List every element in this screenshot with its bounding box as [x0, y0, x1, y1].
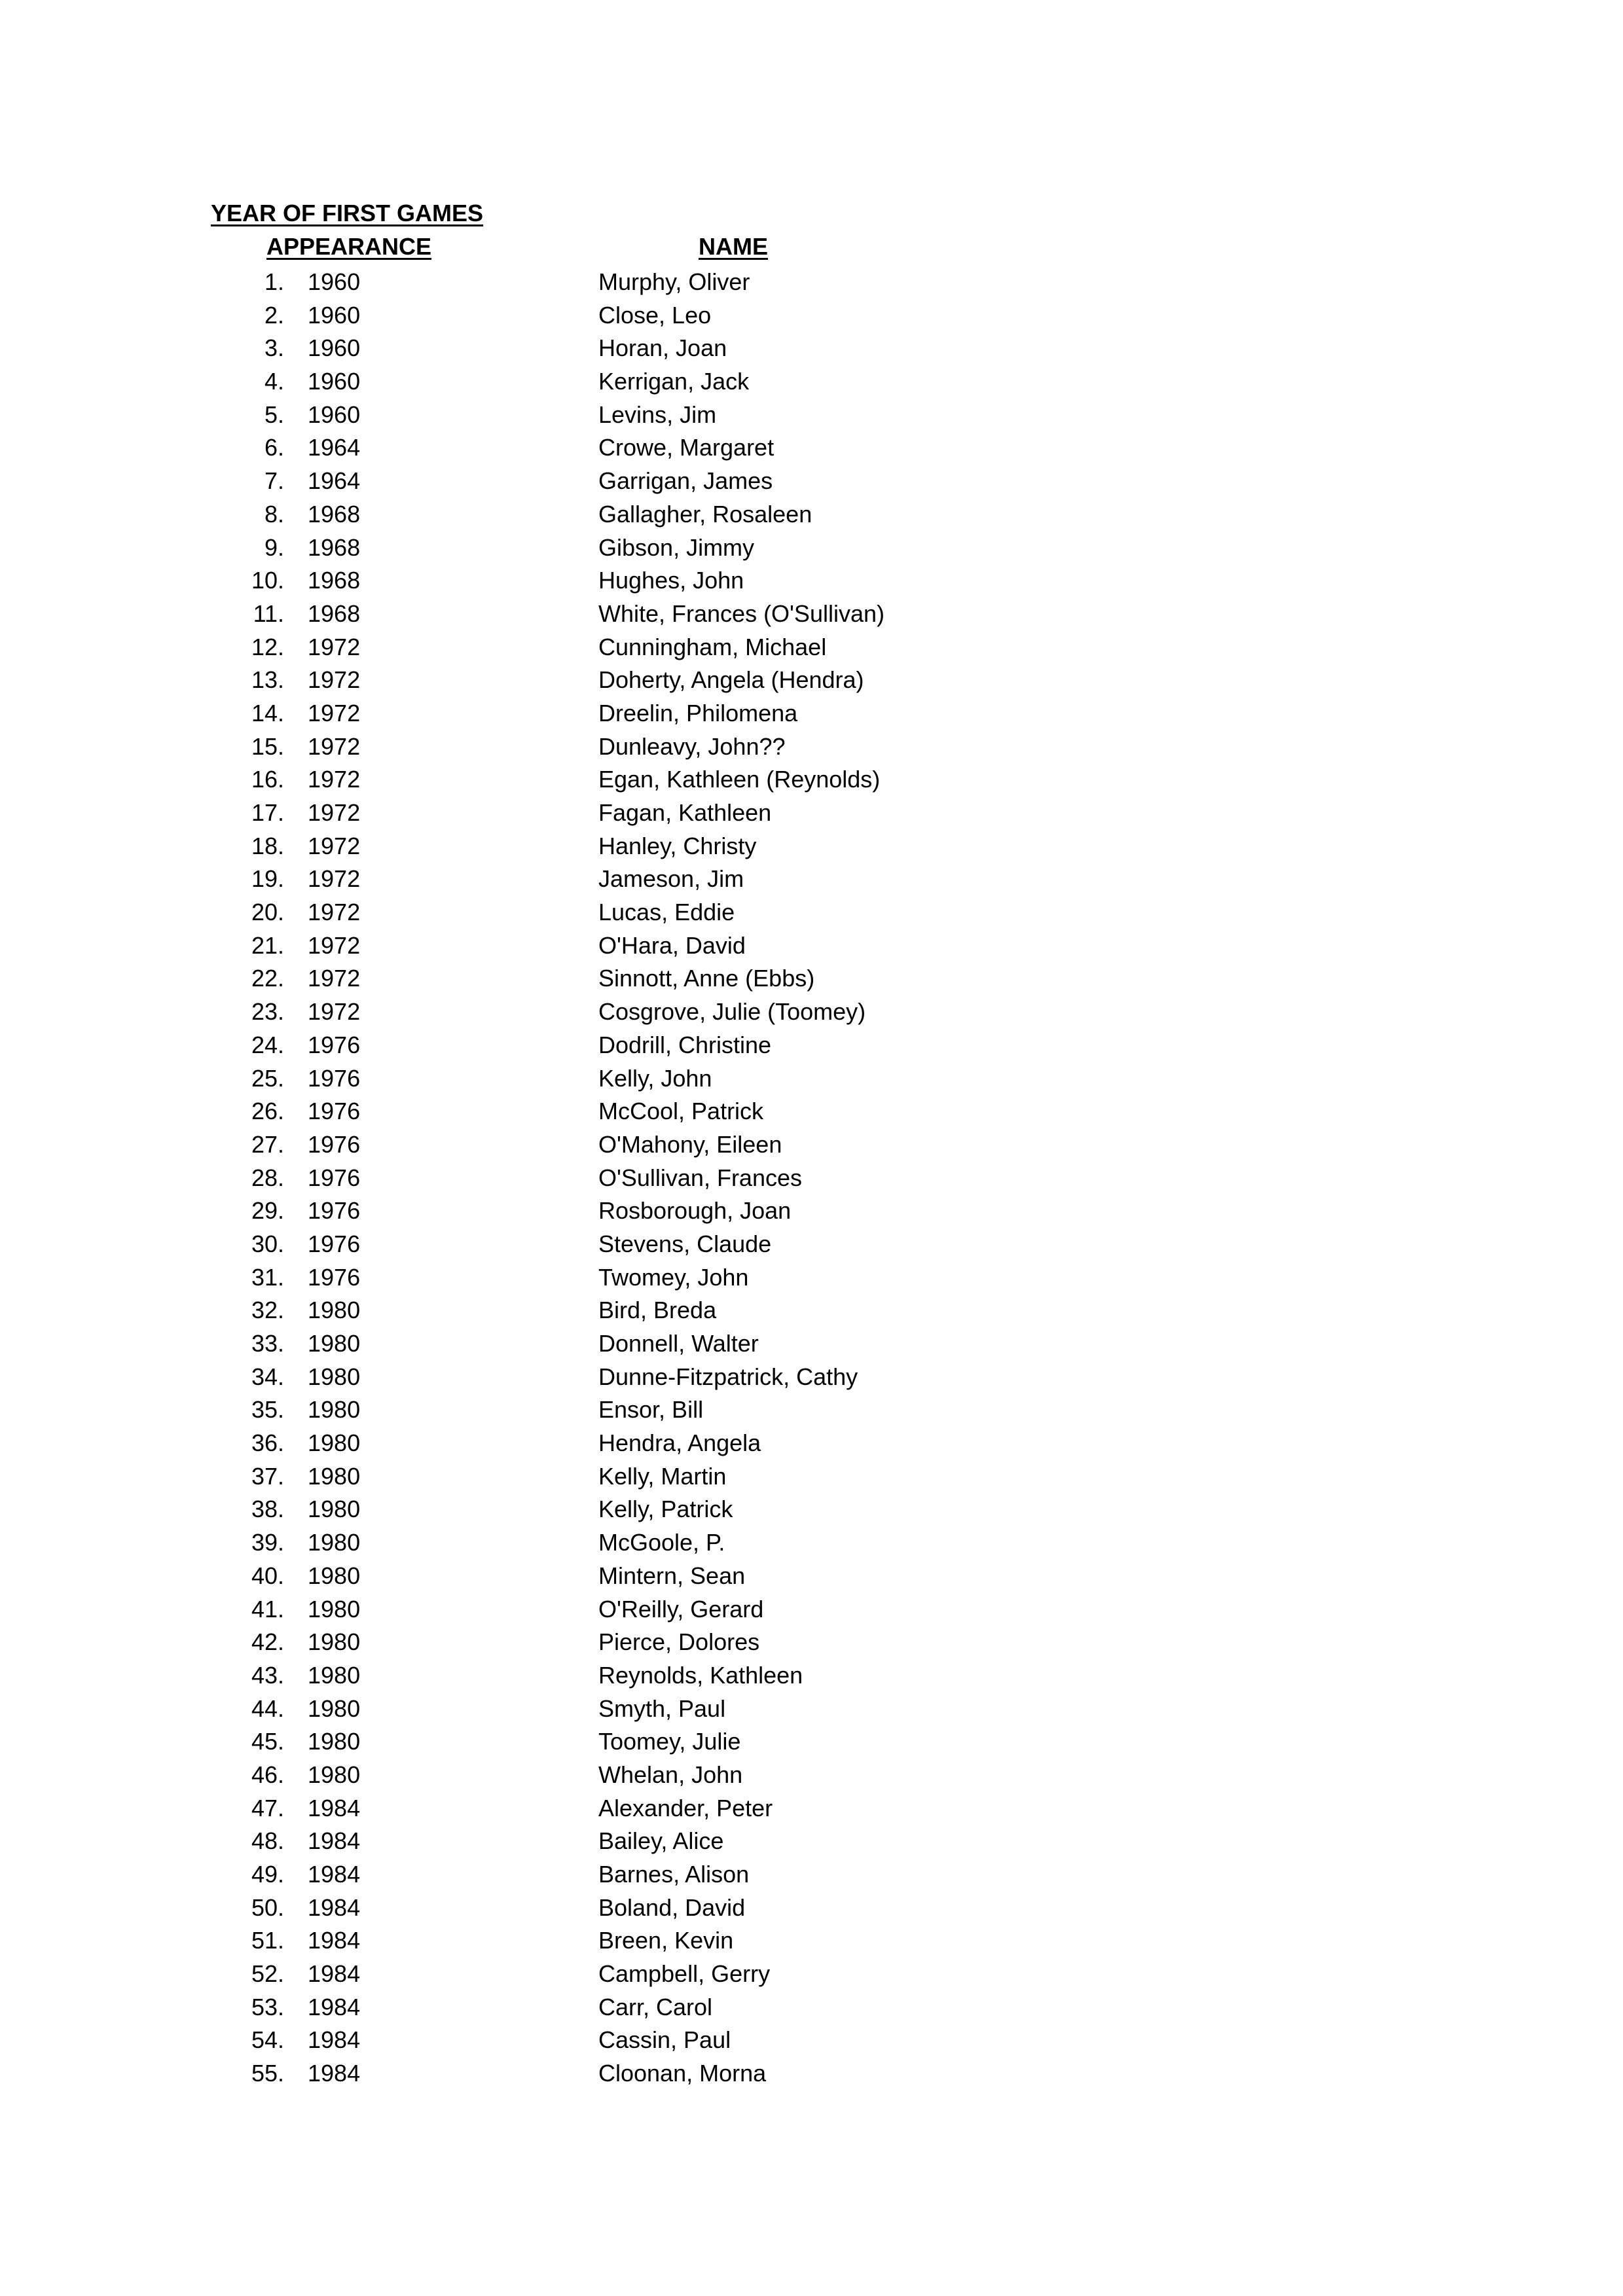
entry-number: 26. — [251, 1098, 284, 1125]
entry-number: 12. — [251, 633, 284, 660]
entry-name: Cunningham, Michael — [598, 633, 827, 660]
column-header-year-line1: YEAR OF FIRST GAMES — [211, 200, 484, 226]
list-item — [0, 1361, 1623, 1394]
entry-number: 27. — [251, 1130, 284, 1158]
entry-name: White, Frances (O'Sullivan) — [598, 600, 884, 627]
entry-number: 25. — [251, 1064, 284, 1092]
entry-year: 1960 — [308, 334, 361, 362]
list-item — [0, 1128, 1623, 1162]
entry-name: Boland, David — [598, 1893, 746, 1921]
list-item — [0, 1228, 1623, 1261]
entry-year: 1976 — [308, 1263, 361, 1291]
list-item — [0, 1593, 1623, 1626]
entry-year: 1972 — [308, 699, 361, 726]
entry-number: 15. — [251, 732, 284, 760]
list-item — [0, 664, 1623, 697]
list-item — [0, 830, 1623, 863]
list-item — [0, 266, 1623, 299]
entry-year: 1980 — [308, 1363, 361, 1390]
list-item — [0, 465, 1623, 498]
entry-name: Jameson, Jim — [598, 865, 744, 893]
column-header-name: NAME — [699, 233, 768, 260]
entry-year: 1972 — [308, 633, 361, 660]
entry-number: 52. — [251, 1960, 284, 1988]
entry-year: 1968 — [308, 567, 361, 594]
entry-name: Breen, Kevin — [598, 1927, 734, 1954]
entry-name: Kerrigan, Jack — [598, 368, 750, 395]
entry-year: 1972 — [308, 732, 361, 760]
entry-year: 1972 — [308, 931, 361, 959]
entry-number: 55. — [251, 2060, 284, 2087]
list-item — [0, 1659, 1623, 1693]
entry-year: 1984 — [308, 2026, 361, 2054]
entry-year: 1980 — [308, 1462, 361, 1490]
entry-name: Dodrill, Christine — [598, 1031, 772, 1058]
list-item — [0, 1162, 1623, 1195]
list-item — [0, 1194, 1623, 1228]
entry-name: Barnes, Alison — [598, 1861, 750, 1888]
entry-year: 1980 — [308, 1728, 361, 1755]
entry-name: Alexander, Peter — [598, 1794, 773, 1821]
entry-number: 42. — [251, 1628, 284, 1656]
entry-number: 43. — [251, 1661, 284, 1689]
entry-number: 31. — [251, 1263, 284, 1291]
list-item — [0, 1792, 1623, 1825]
entry-name: Egan, Kathleen (Reynolds) — [598, 766, 881, 793]
entry-number: 11. — [253, 600, 284, 627]
entry-year: 1976 — [308, 1164, 361, 1191]
entry-number: 18. — [251, 832, 284, 859]
list-item — [0, 929, 1623, 963]
entry-name: Dunne-Fitzpatrick, Cathy — [598, 1363, 858, 1390]
list-item — [0, 1427, 1623, 1460]
entry-number: 23. — [251, 998, 284, 1026]
entry-year: 1960 — [308, 301, 361, 329]
entry-year: 1972 — [308, 965, 361, 992]
entry-year: 1972 — [308, 666, 361, 694]
entry-year: 1960 — [308, 401, 361, 428]
entry-name: Hanley, Christy — [598, 832, 757, 859]
entry-number: 3. — [264, 334, 284, 362]
entry-number: 2. — [264, 301, 284, 329]
entry-number: 40. — [251, 1562, 284, 1589]
entry-number: 14. — [251, 699, 284, 726]
entry-name: McCool, Patrick — [598, 1098, 764, 1125]
entry-year: 1976 — [308, 1230, 361, 1257]
entry-name: Ensor, Bill — [598, 1396, 704, 1424]
entry-name: O'Hara, David — [598, 931, 746, 959]
entry-number: 45. — [251, 1728, 284, 1755]
list-item — [0, 730, 1623, 764]
entry-year: 1972 — [308, 899, 361, 926]
entry-name: Kelly, John — [598, 1064, 712, 1092]
entry-year: 1984 — [308, 1827, 361, 1855]
entry-year: 1976 — [308, 1130, 361, 1158]
entry-number: 39. — [251, 1529, 284, 1556]
entries-list — [0, 266, 1623, 2090]
entry-number: 50. — [251, 1893, 284, 1921]
entry-year: 1976 — [308, 1197, 361, 1225]
entry-year: 1972 — [308, 832, 361, 859]
entry-name: Fagan, Kathleen — [598, 799, 772, 826]
entry-number: 51. — [251, 1927, 284, 1954]
entry-year: 1980 — [308, 1297, 361, 1324]
list-item — [0, 598, 1623, 631]
entry-name: Stevens, Claude — [598, 1230, 772, 1257]
entry-year: 1964 — [308, 467, 361, 495]
list-item — [0, 365, 1623, 399]
entry-name: O'Reilly, Gerard — [598, 1595, 764, 1623]
list-item — [0, 697, 1623, 730]
entry-year: 1980 — [308, 1429, 361, 1457]
entry-name: Close, Leo — [598, 301, 712, 329]
entry-number: 44. — [251, 1695, 284, 1722]
list-item — [0, 498, 1623, 531]
list-item — [0, 1958, 1623, 1991]
entry-number: 24. — [251, 1031, 284, 1058]
entry-name: Gibson, Jimmy — [598, 533, 755, 561]
entry-name: Lucas, Eddie — [598, 899, 735, 926]
entry-number: 21. — [251, 931, 284, 959]
list-item — [0, 431, 1623, 465]
entry-year: 1984 — [308, 1861, 361, 1888]
entry-name: Carr, Carol — [598, 1993, 713, 2020]
list-item — [0, 564, 1623, 598]
entry-year: 1972 — [308, 799, 361, 826]
list-item — [0, 1924, 1623, 1958]
entry-name: McGoole, P. — [598, 1529, 725, 1556]
entry-name: Dunleavy, John?? — [598, 732, 786, 760]
list-item — [0, 1725, 1623, 1759]
list-item — [0, 896, 1623, 929]
entry-year: 1972 — [308, 998, 361, 1026]
entry-name: Mintern, Sean — [598, 1562, 746, 1589]
entry-name: Garrigan, James — [598, 467, 773, 495]
entry-number: 38. — [251, 1496, 284, 1523]
entry-year: 1964 — [308, 434, 361, 461]
list-item — [0, 631, 1623, 664]
entry-year: 1976 — [308, 1064, 361, 1092]
list-item — [0, 1526, 1623, 1560]
list-item — [0, 1825, 1623, 1858]
entry-number: 37. — [251, 1462, 284, 1490]
list-item — [0, 763, 1623, 797]
entry-year: 1980 — [308, 1562, 361, 1589]
list-item — [0, 1327, 1623, 1361]
entry-year: 1980 — [308, 1695, 361, 1722]
column-header-year-line2: APPEARANCE — [266, 233, 432, 260]
entry-number: 34. — [251, 1363, 284, 1390]
entry-number: 29. — [251, 1197, 284, 1225]
entry-year: 1972 — [308, 766, 361, 793]
entry-year: 1972 — [308, 865, 361, 893]
list-item — [0, 1858, 1623, 1892]
list-item — [0, 332, 1623, 365]
entry-name: Hughes, John — [598, 567, 744, 594]
entry-name: Smyth, Paul — [598, 1695, 726, 1722]
entry-name: Sinnott, Anne (Ebbs) — [598, 965, 815, 992]
entry-number: 49. — [251, 1861, 284, 1888]
list-item — [0, 1991, 1623, 2024]
list-item — [0, 1460, 1623, 1494]
entry-name: Campbell, Gerry — [598, 1960, 771, 1988]
entry-name: Reynolds, Kathleen — [598, 1661, 803, 1689]
entry-number: 17. — [251, 799, 284, 826]
entry-name: Murphy, Oliver — [598, 268, 750, 295]
entry-year: 1980 — [308, 1628, 361, 1656]
entry-name: Dreelin, Philomena — [598, 699, 798, 726]
entry-year: 1980 — [308, 1529, 361, 1556]
entry-name: Cosgrove, Julie (Toomey) — [598, 998, 866, 1026]
entry-year: 1984 — [308, 1993, 361, 2020]
list-item — [0, 797, 1623, 830]
entry-name: Bailey, Alice — [598, 1827, 724, 1855]
list-item — [0, 399, 1623, 432]
entry-number: 10. — [251, 567, 284, 594]
entry-number: 48. — [251, 1827, 284, 1855]
entry-number: 4. — [264, 368, 284, 395]
entry-name: Horan, Joan — [598, 334, 727, 362]
list-item — [0, 1693, 1623, 1726]
list-item — [0, 996, 1623, 1029]
entry-name: O'Mahony, Eileen — [598, 1130, 782, 1158]
entry-year: 1984 — [308, 1927, 361, 1954]
entry-name: Levins, Jim — [598, 401, 717, 428]
entry-year: 1976 — [308, 1098, 361, 1125]
entry-name: O'Sullivan, Frances — [598, 1164, 802, 1191]
entry-number: 35. — [251, 1396, 284, 1424]
entry-number: 28. — [251, 1164, 284, 1191]
entry-name: Cassin, Paul — [598, 2026, 731, 2054]
entry-year: 1960 — [308, 268, 361, 295]
entry-year: 1960 — [308, 368, 361, 395]
entry-number: 46. — [251, 1761, 284, 1788]
entry-year: 1980 — [308, 1496, 361, 1523]
entry-name: Kelly, Patrick — [598, 1496, 733, 1523]
list-item — [0, 1294, 1623, 1327]
entry-number: 7. — [264, 467, 284, 495]
entry-name: Donnell, Walter — [598, 1330, 759, 1357]
entry-number: 36. — [251, 1429, 284, 1457]
entry-number: 22. — [251, 965, 284, 992]
entry-year: 1980 — [308, 1595, 361, 1623]
list-item — [0, 299, 1623, 332]
list-item — [0, 962, 1623, 996]
entry-year: 1984 — [308, 1893, 361, 1921]
entry-year: 1968 — [308, 600, 361, 627]
entry-number: 19. — [251, 865, 284, 893]
list-item — [0, 1393, 1623, 1427]
entry-number: 6. — [264, 434, 284, 461]
entry-name: Twomey, John — [598, 1263, 749, 1291]
entry-number: 47. — [251, 1794, 284, 1821]
entry-name: Doherty, Angela (Hendra) — [598, 666, 864, 694]
list-item — [0, 1493, 1623, 1526]
entry-number: 20. — [251, 899, 284, 926]
list-item — [0, 1759, 1623, 1792]
list-item — [0, 1892, 1623, 1925]
list-item — [0, 1560, 1623, 1593]
entry-number: 33. — [251, 1330, 284, 1357]
entry-year: 1980 — [308, 1330, 361, 1357]
entry-number: 30. — [251, 1230, 284, 1257]
entry-number: 16. — [251, 766, 284, 793]
entry-name: Rosborough, Joan — [598, 1197, 792, 1225]
entry-year: 1968 — [308, 500, 361, 528]
entry-number: 8. — [264, 500, 284, 528]
entry-number: 13. — [251, 666, 284, 694]
entry-name: Toomey, Julie — [598, 1728, 741, 1755]
entry-name: Gallagher, Rosaleen — [598, 500, 812, 528]
list-item — [0, 1029, 1623, 1062]
entry-year: 1980 — [308, 1396, 361, 1424]
list-item — [0, 863, 1623, 896]
entry-year: 1980 — [308, 1761, 361, 1788]
entry-number: 54. — [251, 2026, 284, 2054]
entry-year: 1984 — [308, 2060, 361, 2087]
list-item — [0, 1626, 1623, 1659]
list-item — [0, 1095, 1623, 1128]
entry-name: Kelly, Martin — [598, 1462, 727, 1490]
entry-year: 1984 — [308, 1794, 361, 1821]
entry-number: 32. — [251, 1297, 284, 1324]
entry-name: Whelan, John — [598, 1761, 743, 1788]
entry-name: Cloonan, Morna — [598, 2060, 767, 2087]
entry-number: 41. — [251, 1595, 284, 1623]
entry-name: Bird, Breda — [598, 1297, 717, 1324]
entry-name: Hendra, Angela — [598, 1429, 761, 1457]
list-item — [0, 2024, 1623, 2057]
list-item — [0, 2057, 1623, 2090]
entry-name: Crowe, Margaret — [598, 434, 775, 461]
entry-year: 1968 — [308, 533, 361, 561]
entry-number: 5. — [264, 401, 284, 428]
list-item — [0, 531, 1623, 565]
entry-year: 1976 — [308, 1031, 361, 1058]
list-item — [0, 1062, 1623, 1096]
entry-number: 9. — [264, 533, 284, 561]
entry-number: 1. — [264, 268, 284, 295]
entry-number: 53. — [251, 1993, 284, 2020]
entry-year: 1980 — [308, 1661, 361, 1689]
entry-name: Pierce, Dolores — [598, 1628, 760, 1656]
list-item — [0, 1261, 1623, 1295]
entry-year: 1984 — [308, 1960, 361, 1988]
